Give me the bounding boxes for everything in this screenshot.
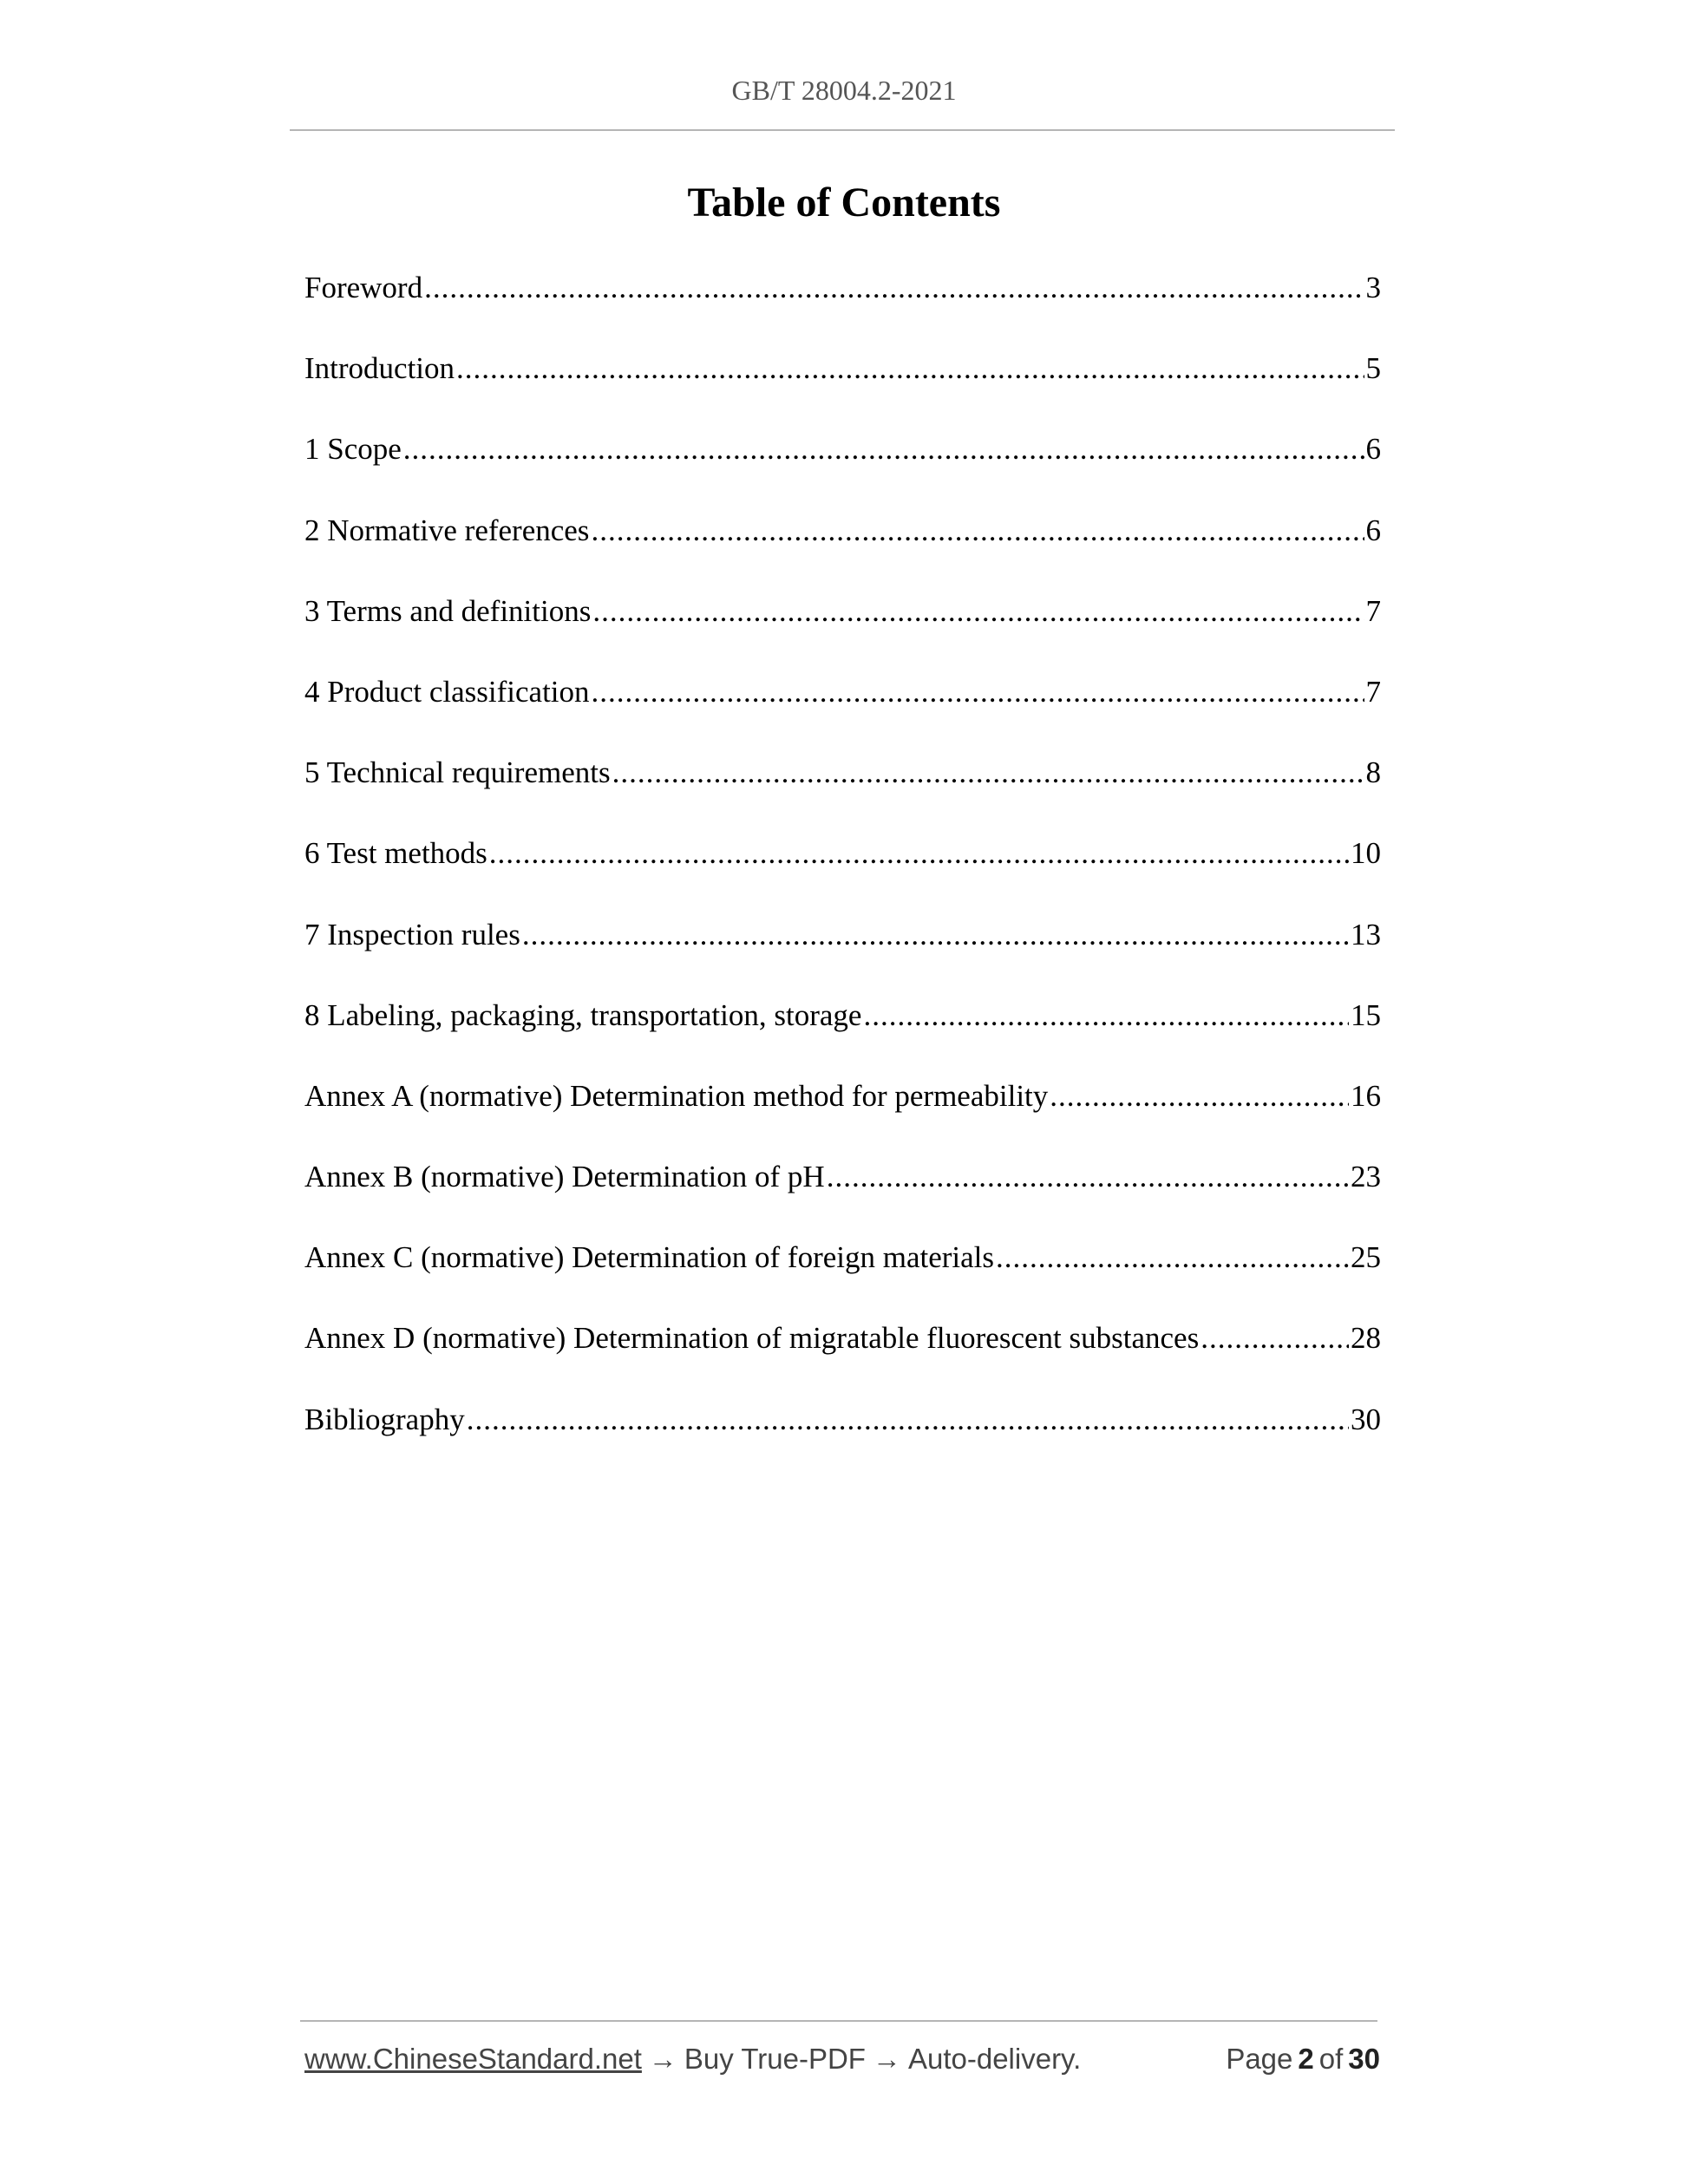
arrow-right-icon: →: [872, 2043, 901, 2075]
toc-dot-leader: [522, 907, 1349, 963]
site-link[interactable]: www.ChineseStandard.net: [304, 2043, 642, 2075]
toc-entry-page: 6: [1365, 432, 1381, 467]
toc-dot-leader: [424, 260, 1364, 316]
toc-entry-label: Foreword: [304, 271, 423, 304]
page-footer: [304, 2043, 1380, 2076]
current-page-number: 2: [1298, 2043, 1314, 2075]
header-divider: [290, 129, 1395, 131]
toc-entry-label: 8 Labeling, packaging, transportation, storage: [304, 997, 862, 1032]
arrow-right-icon: →: [648, 2043, 677, 2075]
toc-entry[interactable]: [304, 1069, 1381, 1149]
toc-entry-label: Annex D (normative) Determination of migratable fluorescent substances: [304, 1321, 1200, 1356]
toc-entry-label: 1 Scope: [304, 432, 402, 467]
toc-entry-page: 3: [1365, 271, 1381, 304]
toc-dot-leader: [592, 584, 1364, 639]
toc-dot-leader: [403, 422, 1364, 477]
toc-dot-leader: [863, 988, 1349, 1043]
toc-entry-label: 3 Terms and definitions: [304, 593, 592, 628]
toc-entry[interactable]: [304, 988, 1381, 1069]
page-title: Table of Contents: [687, 180, 1001, 226]
toc-dot-leader: [1050, 1069, 1349, 1124]
total-page-count: 30: [1348, 2043, 1380, 2075]
page-indicator: [1220, 2043, 1380, 2076]
page-word: Page: [1226, 2043, 1293, 2075]
toc-entry-page: 16: [1351, 1078, 1381, 1113]
toc-entry-page: 6: [1365, 513, 1381, 547]
page-header: GB/T 28004.2-2021: [731, 75, 957, 106]
toc-entry-label: Bibliography: [304, 1402, 465, 1436]
toc-entry-page: 30: [1351, 1402, 1381, 1436]
toc-dot-leader: [467, 1392, 1349, 1448]
toc-dot-leader: [1201, 1311, 1349, 1366]
footer-step-delivery: Auto-delivery.: [907, 2043, 1082, 2075]
toc-entry-label: Introduction: [304, 351, 455, 386]
toc-entry-label: 4 Product classification: [304, 674, 590, 709]
toc-entry-page: 8: [1365, 755, 1381, 790]
toc-entry[interactable]: [304, 664, 1381, 745]
toc-entry[interactable]: [304, 1149, 1381, 1230]
toc-entry-page: 10: [1351, 836, 1381, 871]
toc-entry[interactable]: [304, 422, 1381, 502]
toc-entry-label: Annex C (normative) Determination of foreign materials: [304, 1240, 995, 1275]
toc-entry-page: 7: [1365, 593, 1381, 628]
toc-entry[interactable]: [304, 826, 1381, 906]
toc-entry[interactable]: [304, 907, 1381, 988]
toc-entry-page: 7: [1365, 674, 1381, 709]
toc-dot-leader: [456, 341, 1364, 396]
toc-entry[interactable]: [304, 503, 1381, 584]
toc-entry[interactable]: [304, 1230, 1381, 1311]
toc-dot-leader: [996, 1230, 1349, 1285]
toc-dot-leader: [591, 503, 1364, 559]
toc-entry[interactable]: [304, 260, 1381, 341]
toc-entry-label: 6 Test methods: [304, 836, 487, 871]
toc-entry[interactable]: [304, 1392, 1381, 1473]
footer-divider: [300, 2020, 1377, 2022]
toc-entry-label: 2 Normative references: [304, 513, 590, 547]
toc-entry-label: Annex A (normative) Determination method for permeability: [304, 1078, 1049, 1113]
toc-entry[interactable]: [304, 1311, 1381, 1391]
toc-entry[interactable]: [304, 745, 1381, 826]
toc-dot-leader: [592, 664, 1364, 720]
toc-entry[interactable]: [304, 341, 1381, 422]
toc-entry-label: 7 Inspection rules: [304, 917, 520, 951]
toc-dot-leader: [489, 826, 1349, 881]
footer-promo: [304, 2043, 1081, 2076]
footer-step-buy: Buy True-PDF: [684, 2043, 866, 2075]
toc-entry-label: 5 Technical requirements: [304, 755, 611, 790]
toc-entry-page: 23: [1351, 1160, 1381, 1194]
toc-entry-page: 13: [1351, 917, 1381, 951]
table-of-contents: [304, 260, 1381, 1473]
toc-dot-leader: [827, 1149, 1349, 1205]
toc-entry-label: Annex B (normative) Determination of pH: [304, 1160, 825, 1194]
of-word: of: [1318, 2043, 1344, 2075]
toc-entry-page: 28: [1351, 1321, 1381, 1356]
toc-dot-leader: [612, 745, 1364, 801]
toc-entry[interactable]: [304, 584, 1381, 664]
toc-entry-page: 5: [1365, 351, 1381, 386]
toc-entry-page: 25: [1351, 1240, 1381, 1275]
toc-entry-page: 15: [1351, 997, 1381, 1032]
